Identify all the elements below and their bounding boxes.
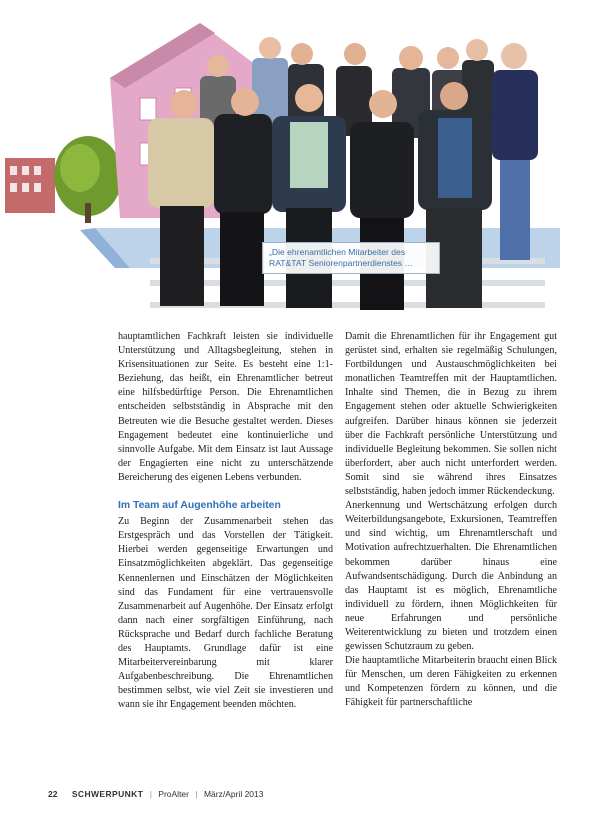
footer-separator: |	[195, 789, 198, 799]
page-number: 22	[48, 789, 58, 799]
paragraph: hauptamtlichen Fachkraft leisten sie individuelle Unterstützung und Alltagsbegleitung, stehen in Krisensituationen zur Seite. Es besteht eine 1:1-Beziehung, das heißt, ein Ehrenamtlicher betreut eine hilfsbedürftige Person. Die Ehrenamtlichen entscheiden selbstständig in Absprache mit den Betreuten wie die Besuche gestaltet werden. Dieses Engagement bedeutet eine kontinuierliche und sinnvolle Aufgabe. Mit dem Einsatz ist laut Aussage der Engagierten eine nicht zu unterschätzende Bereicherung des eigenen Lebens verbunden.	[118, 331, 333, 483]
section-heading: Im Team auf Augenhöhe arbeiten	[118, 500, 281, 512]
issue-date: März/April 2013	[203, 789, 264, 799]
photo-caption: „Die ehrenamtlichen Mitarbeiter des RAT&TAT Seniorenpartnerdienstes …	[262, 242, 440, 274]
paragraph: Zu Beginn der Zusammenarbeit stehen das Erstgespräch und das Vorstellen der Tätigkeit. Hierbei werden gegenseitige Erwartungen und Einsatzmöglichkeiten abgeklärt. Das gegenseitige Kennenlernen und Einschätzen der Möglichkeiten sind das Fundament für eine vertrauensvolle Zusammenarbeit auf Augenhöhe. Der Einsatz erfolgt dann nach einer sorgfältigen Einführung, nach Rücksprache und Bedarf durch fachliche Beratung des Hauptamts. Grundlage dafür ist eine Mitarbeitervereinbarung mit klarer Aufgabenbeschreibung. Die Ehrenamtlichen bestimmen selbst, wie viel Zeit sie investieren und wann sie ihr Engagement beenden möchten.	[118, 516, 333, 711]
section-label: SCHWERPUNKT	[71, 789, 144, 799]
group-photo	[0, 18, 560, 318]
page-footer	[48, 789, 264, 799]
article-column-right	[345, 330, 557, 711]
article-column-left	[118, 330, 333, 712]
paragraph: Die hauptamtliche Mitarbeiterin braucht einen Blick für Menschen, um deren Fähigkeiten zu erkennen und Kompetenzen fördern zu können, und die Fähigkeit für partnerschaftliche	[345, 655, 557, 709]
paragraph: Anerkennung und Wertschätzung erfolgen durch Weiterbildungsangebote, Exkursionen, Teamtreffen und sind wichtig, um Ehrenamtlerschaft und Motivation aufrechtzuerhalten. Die Ehrenamtlichen bekommen darüber hinaus eine Aufwandsentschädigung. Durch die Anbindung an das Hauptamt ist es möglich, Ehrenamtliche individuell zu fördern, ihnen Möglichkeiten für neue Erfahrungen und persönliche Weiterentwicklung zu bieten und trotzdem einen gewissen Schutzraum zu geben.	[345, 500, 557, 653]
magazine-name: ProAlter	[158, 789, 189, 799]
footer-separator: |	[149, 789, 152, 799]
paragraph: Damit die Ehrenamtlichen für ihr Engagement gut gerüstet sind, erhalten sie regelmäßig Schulungen, Fortbildungen und Austauschmöglichkeiten bei monatlichen Teamtreffen mit der Hauptamtlichen. Inhalte sind Themen, die in Bezug zu ihrem Engagement stehen oder aktuelle Schwierigkeiten aufgreifen. Darüber hinaus können sie jederzeit über die Fachkraft persönliche Unterstützung und individuelle Begleitung bekommen. Sie sollen nicht überfordert, aber auch nicht unterfordert werden. Somit sind sie während ihres Einsatzes selbstständig, haben jedoch immer Rückendeckung.	[345, 331, 557, 498]
